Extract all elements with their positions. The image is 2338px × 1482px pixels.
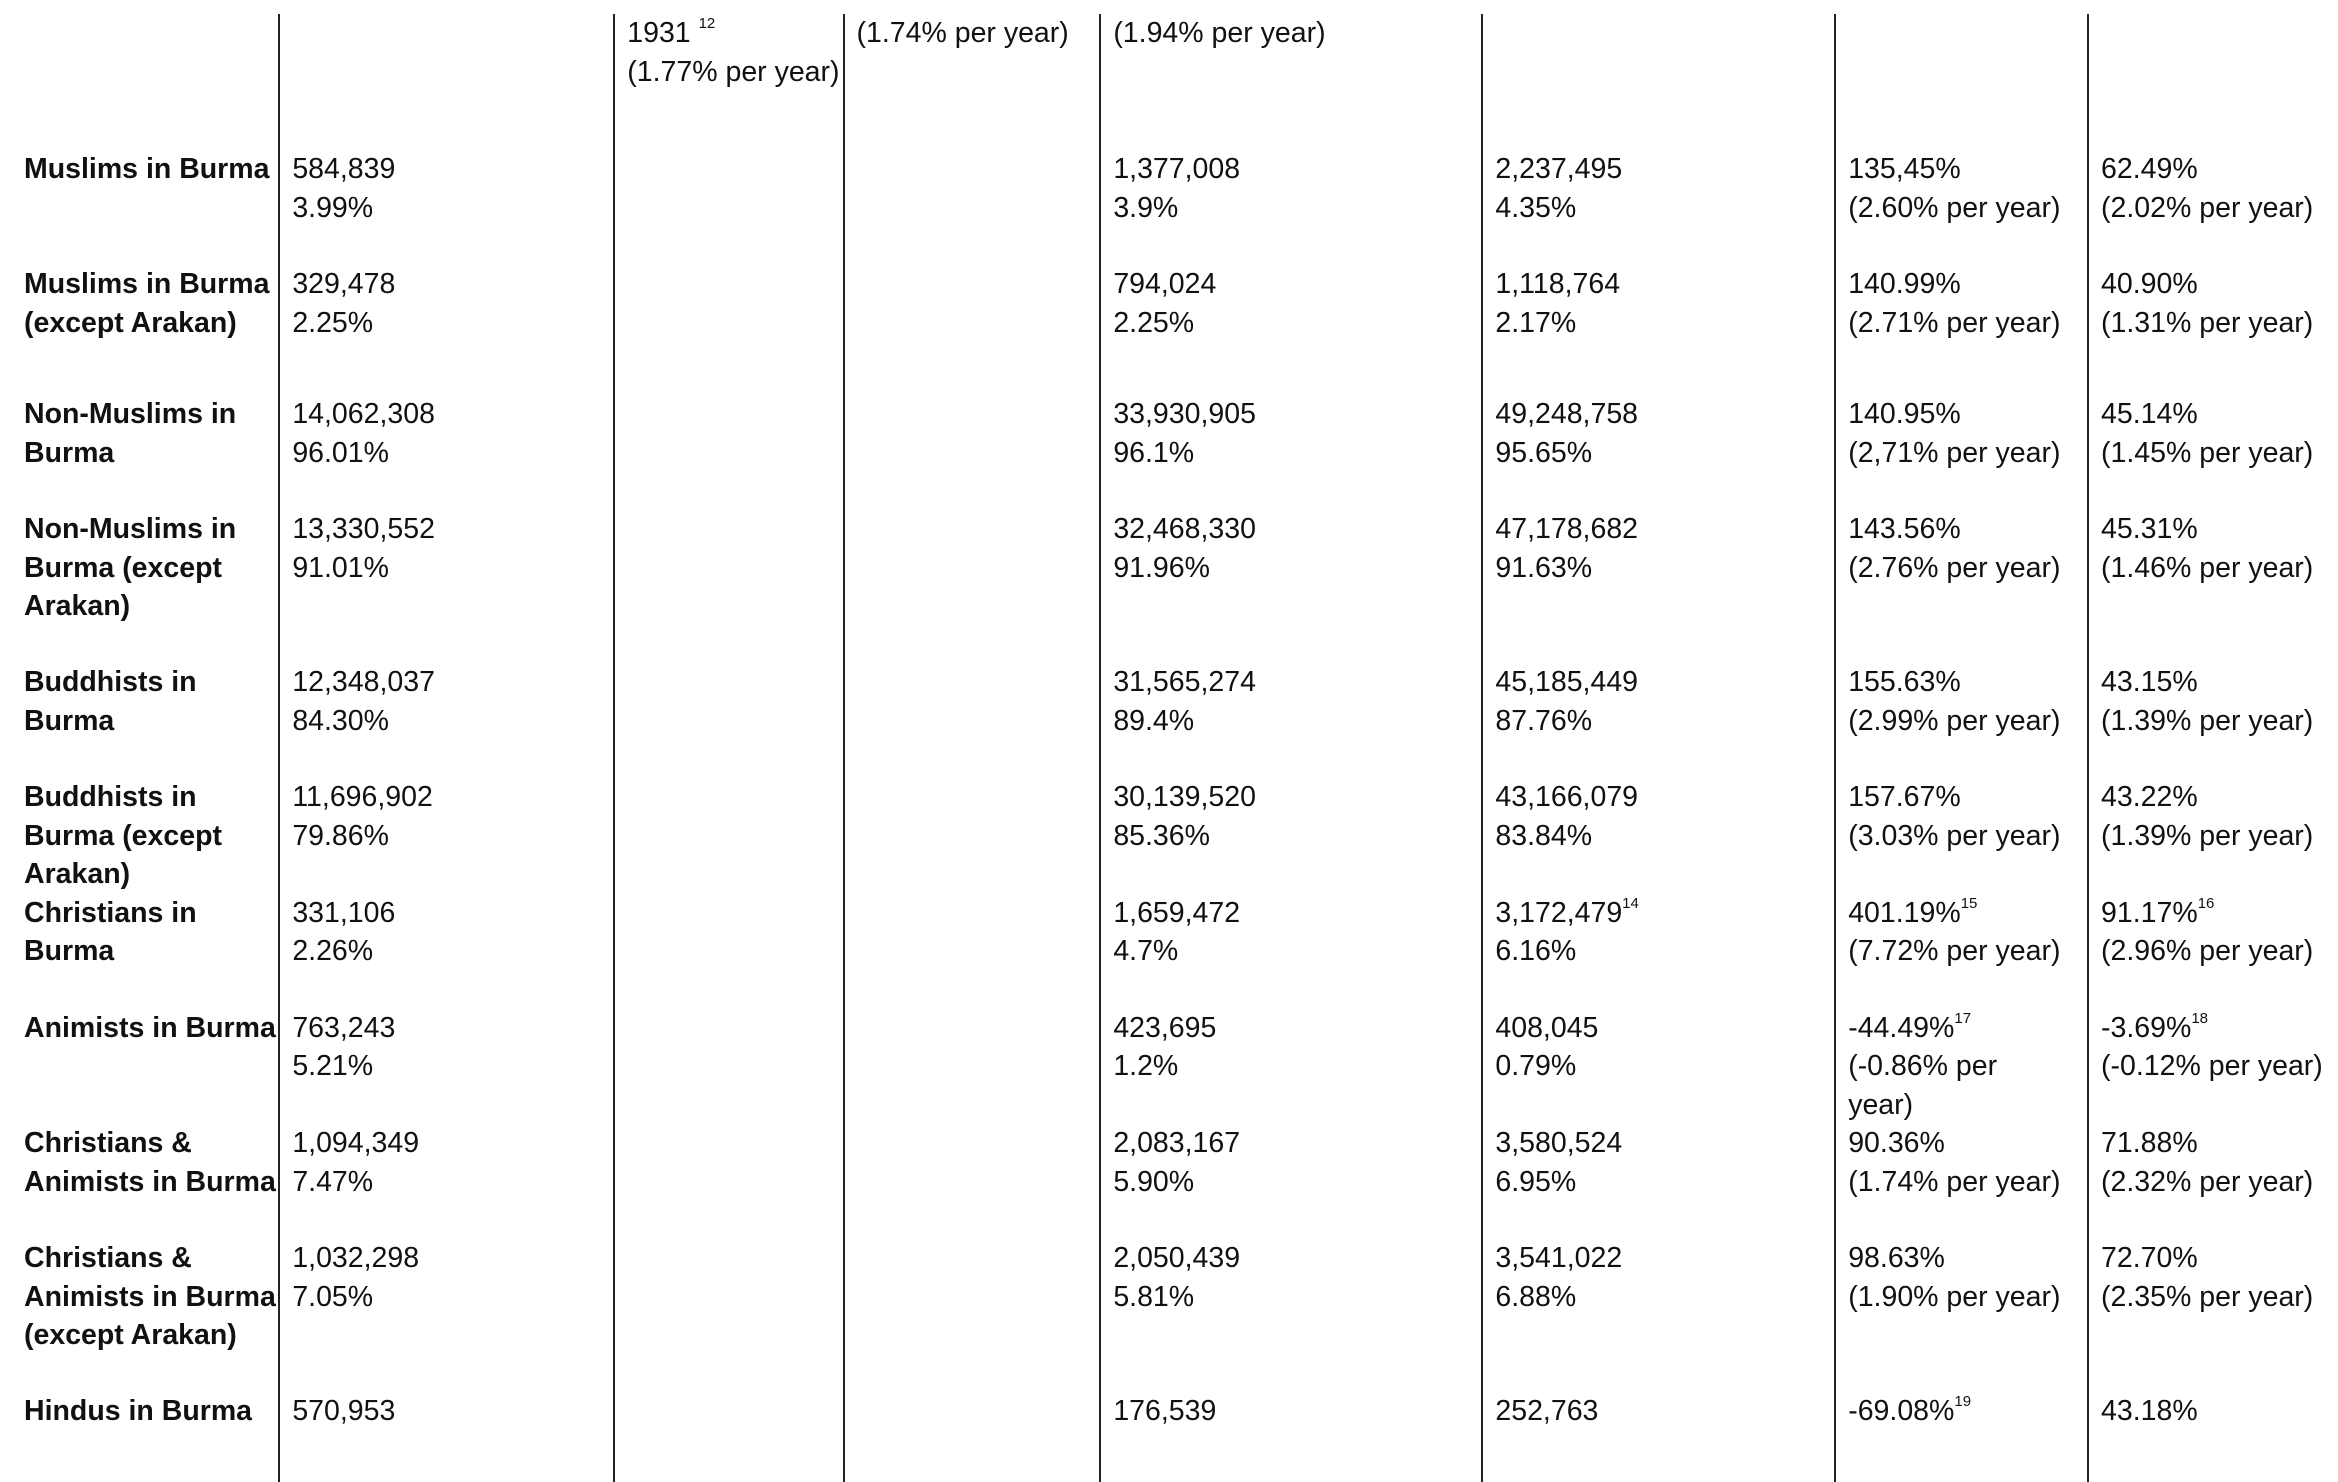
cell-c5 [1482, 778, 1835, 894]
footnote-marker: 14 [1622, 894, 1639, 912]
empty-cell [614, 663, 843, 778]
cell-value: 2,050,439 [1113, 1242, 1241, 1274]
cell-subvalue: 2.25% [292, 306, 374, 339]
footnote-marker: 18 [2191, 1009, 2209, 1027]
cell-value: 43,166,079 [1495, 781, 1639, 813]
cell-value: 329,478 [292, 268, 396, 300]
cell-c7 [2088, 894, 2338, 1009]
cell-value: 408,045 [1495, 1011, 1599, 1044]
cell-subvalue: (3.03% per year) [1848, 819, 2061, 852]
cell-c5 [1482, 1009, 1835, 1125]
cell-c6 [1835, 1009, 2088, 1125]
empty-cell [844, 1124, 1101, 1239]
row-label: Non-Muslims in Burma (except Arakan) [24, 513, 237, 622]
row-label: Muslims in Burma [24, 153, 270, 185]
cell-value: 135,45% [1848, 153, 1961, 185]
empty-cell [844, 150, 1101, 265]
cell-value: 155.63% [1848, 666, 1961, 698]
empty-cell [844, 510, 1101, 663]
cell-subvalue: 96.01% [292, 436, 389, 469]
header-col2-cell [614, 14, 843, 150]
cell-c4 [1100, 510, 1482, 663]
cell-value: 72.70% [2101, 1242, 2198, 1274]
cell-c7 [2088, 150, 2338, 265]
header-label-cell [14, 14, 279, 150]
table-row [14, 510, 2338, 663]
cell-value: 1,118,764 [1495, 268, 1621, 300]
cell-c6 [1835, 894, 2088, 1009]
cell-c5 [1482, 1239, 1835, 1392]
cell-c4 [1100, 778, 1482, 894]
header-col1-cell [279, 14, 614, 150]
cell-subvalue: (1.90% per year) [1848, 1280, 2061, 1313]
cell-value: 2,237,495 [1495, 153, 1623, 185]
cell-c1 [279, 395, 614, 510]
cell-c4 [1100, 265, 1482, 395]
cell-value: 91.17%$^{16}$ [2101, 894, 2215, 929]
cell-subvalue: (1.45% per year) [2101, 436, 2314, 469]
cell-c6 [1835, 1392, 2088, 1482]
empty-cell [844, 1009, 1101, 1125]
footnote-marker: 19 [1954, 1393, 1972, 1410]
cell-subvalue: (1.46% per year) [2101, 551, 2314, 584]
header-col2-year: 1931 $^{12}$ [627, 15, 716, 49]
cell-value: -44.49%$^{17}$ [1848, 1009, 1972, 1044]
cell-subvalue: 85.36% [1113, 819, 1210, 852]
cell-subvalue: (1.39% per year) [2101, 704, 2314, 737]
cell-c1 [279, 663, 614, 778]
cell-c6 [1835, 265, 2088, 395]
cell-subvalue: 4.7% [1113, 935, 1179, 967]
empty-cell [844, 1239, 1101, 1392]
cell-subvalue: 89.4% [1113, 704, 1195, 737]
cell-c7 [2088, 1124, 2338, 1239]
cell-c6 [1835, 663, 2088, 778]
cell-c5 [1482, 894, 1835, 1009]
cell-c7 [2088, 395, 2338, 510]
cell-subvalue: 2.17% [1495, 306, 1577, 339]
cell-c4 [1100, 894, 1482, 1009]
cell-c1 [279, 778, 614, 894]
cell-c4 [1100, 395, 1482, 510]
empty-cell [844, 265, 1101, 395]
row-label: Christians & Animists in Burma (except Arakan) [24, 1242, 276, 1351]
footnote-marker: 15 [1960, 894, 1978, 912]
table-row [14, 1239, 2338, 1392]
religion-population-table [14, 14, 2338, 1482]
cell-subvalue: (2.96% per year) [2101, 935, 2314, 967]
cell-value: 3,541,022 [1495, 1242, 1623, 1274]
cell-value: 71.88% [2101, 1127, 2198, 1159]
cell-value: 11,696,902 [292, 781, 433, 813]
cell-value: 62.49% [2101, 153, 2198, 185]
cell-c1 [279, 1392, 614, 1482]
cell-value: 12,348,037 [292, 666, 435, 698]
cell-c1 [279, 894, 614, 1009]
empty-cell [614, 894, 843, 1009]
row-label: Muslims in Burma (except Arakan) [24, 268, 270, 339]
cell-c1 [279, 1239, 614, 1392]
cell-c4 [1100, 663, 1482, 778]
cell-subvalue: 3.99% [292, 191, 374, 224]
table-row [14, 395, 2338, 510]
cell-subvalue: (2.99% per year) [1848, 704, 2061, 737]
cell-subvalue: 5.21% [292, 1050, 374, 1082]
empty-cell [614, 510, 843, 663]
cell-value: 40.90% [2101, 268, 2198, 300]
footnote-12: 12 [698, 15, 716, 32]
cell-subvalue: (2.76% per year) [1848, 551, 2061, 584]
cell-subvalue: 7.47% [292, 1165, 374, 1198]
cell-subvalue: 84.30% [292, 704, 389, 737]
cell-value: 45.31% [2101, 513, 2198, 545]
cell-subvalue: 96.1% [1113, 436, 1195, 469]
cell-value: 1,377,008 [1113, 153, 1241, 185]
table-row [14, 150, 2338, 265]
cell-c4 [1100, 1392, 1482, 1482]
table-row [14, 894, 2338, 1009]
cell-c7 [2088, 778, 2338, 894]
cell-value: 763,243 [292, 1011, 396, 1044]
cell-value: 331,106 [292, 896, 396, 929]
cell-value: 584,839 [292, 153, 396, 185]
cell-subvalue: (1.74% per year) [1848, 1165, 2061, 1198]
cell-value: 157.67% [1848, 781, 1961, 813]
cell-value: 252,763 [1495, 1395, 1599, 1427]
empty-cell [844, 395, 1101, 510]
cell-value: 31,565,274 [1113, 666, 1256, 698]
empty-cell [844, 778, 1101, 894]
cell-value: 49,248,758 [1495, 398, 1639, 430]
cell-c4 [1100, 1009, 1482, 1125]
cell-value: -69.08%$^{19}$ [1848, 1393, 1972, 1427]
cell-subvalue: 7.05% [292, 1280, 374, 1313]
cell-value: 90.36% [1848, 1127, 1945, 1159]
header-col2-rate: (1.77% per year) [627, 55, 840, 88]
cell-value: 43.15% [2101, 666, 2198, 698]
cell-c6 [1835, 1239, 2088, 1392]
cell-subvalue: (1.39% per year) [2101, 819, 2314, 852]
cell-subvalue: 2.26% [292, 935, 374, 967]
cell-value: 47,178,682 [1495, 513, 1639, 545]
cell-subvalue: 83.84% [1495, 819, 1593, 852]
cell-value: 45,185,449 [1495, 666, 1639, 698]
cell-value: 43.18% [2101, 1395, 2198, 1427]
empty-cell [614, 395, 843, 510]
cell-subvalue: (7.72% per year) [1848, 935, 2061, 967]
header-col5-cell [1482, 14, 1835, 150]
cell-value: 794,024 [1113, 268, 1217, 300]
cell-value: 140.99% [1848, 268, 1961, 300]
cell-value: 33,930,905 [1113, 398, 1256, 430]
cell-c1 [279, 265, 614, 395]
table-row [14, 1124, 2338, 1239]
cell-subvalue: 79.86% [292, 819, 389, 852]
cell-value: 1,032,298 [292, 1242, 420, 1274]
cell-subvalue: (2.02% per year) [2101, 191, 2314, 224]
header-col6-cell [1835, 14, 2088, 150]
cell-value: -3.69%$^{18}$ [2101, 1009, 2209, 1044]
cell-c6 [1835, 510, 2088, 663]
cell-value: 570,953 [292, 1395, 396, 1427]
cell-subvalue: 6.16% [1495, 935, 1577, 967]
header-col7-cell [2088, 14, 2338, 150]
cell-c5 [1482, 510, 1835, 663]
row-label: Buddhists in Burma [24, 666, 197, 737]
cell-value: 32,468,330 [1113, 513, 1256, 545]
cell-c5 [1482, 150, 1835, 265]
cell-subvalue: 2.25% [1113, 306, 1195, 339]
cell-c7 [2088, 1392, 2338, 1482]
row-label: Christians & Animists in Burma [24, 1127, 276, 1198]
cell-subvalue: 5.90% [1113, 1165, 1195, 1198]
table-row [14, 663, 2338, 778]
cell-c7 [2088, 265, 2338, 395]
cell-value: 1,094,349 [292, 1127, 420, 1159]
cell-value: 423,695 [1113, 1011, 1217, 1044]
footnote-marker: 17 [1954, 1009, 1972, 1027]
empty-cell [614, 1124, 843, 1239]
cell-value: 143.56% [1848, 513, 1961, 545]
empty-cell [614, 265, 843, 395]
cell-c5 [1482, 395, 1835, 510]
cell-subvalue: 5.81% [1113, 1280, 1195, 1313]
cell-c5 [1482, 265, 1835, 395]
cell-value: 1,659,472 [1113, 896, 1241, 929]
cell-value: 3,172,479$^{14}$ [1495, 894, 1639, 929]
header-continuation-row [14, 14, 2338, 150]
cell-c5 [1482, 1392, 1835, 1482]
row-label: Buddhists in Burma (except Arakan) [24, 781, 222, 890]
cell-subvalue: 1.2% [1113, 1050, 1179, 1082]
empty-cell [844, 894, 1101, 1009]
cell-c6 [1835, 150, 2088, 265]
cell-c1 [279, 1124, 614, 1239]
cell-subvalue: 4.35% [1495, 191, 1577, 224]
cell-c1 [279, 1009, 614, 1125]
cell-value: 43.22% [2101, 781, 2198, 813]
cell-subvalue: 91.01% [292, 551, 389, 584]
cell-c5 [1482, 663, 1835, 778]
cell-value: 13,330,552 [292, 513, 435, 545]
cell-c5 [1482, 1124, 1835, 1239]
cell-subvalue: 91.96% [1113, 551, 1210, 584]
cell-value: 45.14% [2101, 398, 2198, 430]
cell-c6 [1835, 395, 2088, 510]
cell-value: 176,539 [1113, 1395, 1217, 1427]
cell-value: 140.95% [1848, 398, 1961, 430]
cell-c4 [1100, 150, 1482, 265]
cell-c7 [2088, 1239, 2338, 1392]
cell-c6 [1835, 778, 2088, 894]
row-label: Christians in Burma [24, 896, 197, 967]
cell-subvalue: 3.9% [1113, 191, 1179, 224]
cell-c1 [279, 150, 614, 265]
empty-cell [844, 663, 1101, 778]
row-label: Non-Muslims in Burma [24, 398, 237, 469]
footnote-marker: 16 [2197, 894, 2215, 912]
cell-subvalue: year) [1848, 1088, 1914, 1121]
row-label: Hindus in Burma [24, 1395, 253, 1427]
cell-subvalue: 6.88% [1495, 1280, 1577, 1313]
cell-subvalue: (-0.86% per [1848, 1050, 1998, 1082]
cell-value: 98.63% [1848, 1242, 1945, 1274]
cell-subvalue: 0.79% [1495, 1050, 1577, 1082]
cell-subvalue: (2.60% per year) [1848, 191, 2061, 224]
cell-subvalue: (2.71% per year) [1848, 306, 2061, 339]
empty-cell [614, 778, 843, 894]
header-col4-cell: (1.94% per year) [1100, 14, 1482, 150]
cell-subvalue: (2,71% per year) [1848, 436, 2061, 469]
cell-value: 30,139,520 [1113, 781, 1256, 813]
table-row [14, 1392, 2338, 1482]
table-row [14, 265, 2338, 395]
cell-subvalue: 87.76% [1495, 704, 1593, 737]
table-row [14, 778, 2338, 894]
cell-value: 3,580,524 [1495, 1127, 1623, 1159]
cell-c6 [1835, 1124, 2088, 1239]
empty-cell [614, 1392, 843, 1482]
cell-c7 [2088, 1009, 2338, 1125]
cell-subvalue: (2.32% per year) [2101, 1165, 2314, 1198]
empty-cell [614, 1009, 843, 1125]
empty-cell [614, 1239, 843, 1392]
cell-c7 [2088, 510, 2338, 663]
cell-c1 [279, 510, 614, 663]
table-row [14, 1009, 2338, 1125]
cell-value: 14,062,308 [292, 398, 435, 430]
cell-subvalue: 95.65% [1495, 436, 1593, 469]
cell-subvalue: 6.95% [1495, 1165, 1577, 1198]
cell-value: 2,083,167 [1113, 1127, 1241, 1159]
row-label: Animists in Burma [24, 1011, 276, 1044]
cell-subvalue: (2.35% per year) [2101, 1280, 2314, 1313]
header-col3-cell: (1.74% per year) [844, 14, 1101, 150]
cell-c4 [1100, 1124, 1482, 1239]
cell-subvalue: 91.63% [1495, 551, 1593, 584]
cell-subvalue: (1.31% per year) [2101, 306, 2314, 339]
empty-cell [844, 1392, 1101, 1482]
cell-c4 [1100, 1239, 1482, 1392]
cell-value: 401.19%$^{15}$ [1848, 894, 1978, 929]
cell-subvalue: (-0.12% per year) [2101, 1050, 2323, 1082]
empty-cell [614, 150, 843, 265]
cell-c7 [2088, 663, 2338, 778]
